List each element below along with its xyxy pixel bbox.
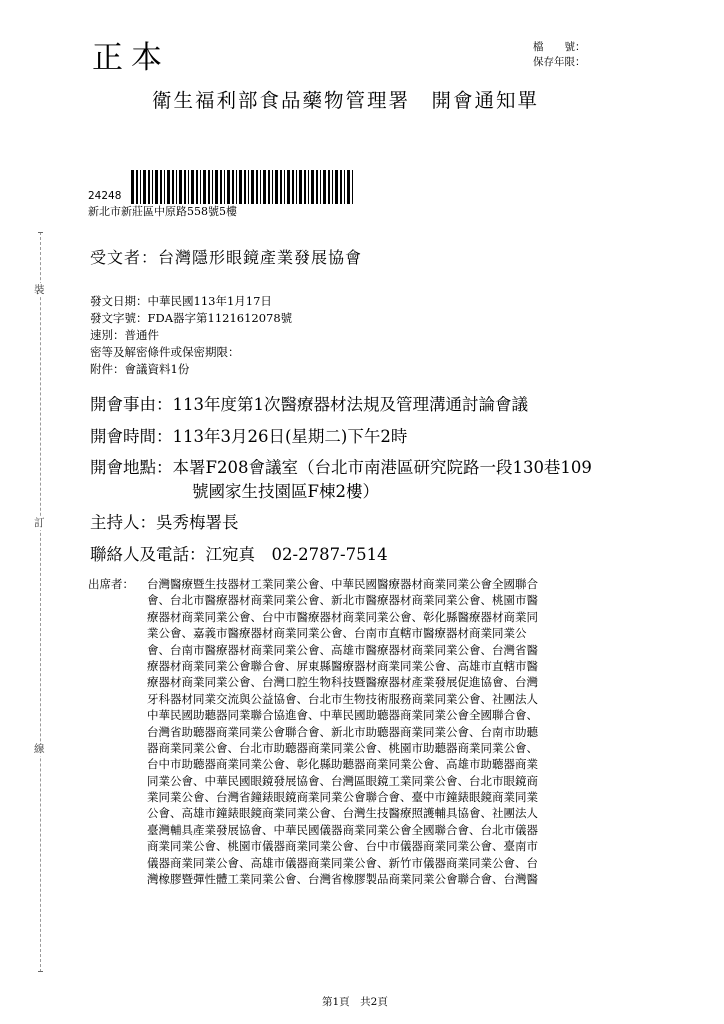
issue-number: 發文字號：FDA器字第1121612078號 xyxy=(90,311,293,325)
binding-tick-top xyxy=(38,232,43,233)
attendee-line: 中華民國助聽器同業聯合協進會、中華民國助聽器商業同業公會全國聯合會、 xyxy=(147,708,538,723)
meeting-time: 開會時間：113年3月26日(星期二)下午2時 xyxy=(90,427,408,446)
meeting-chair: 主持人：吳秀梅署長 xyxy=(90,513,239,532)
mailing-address: 新北市新莊區中原路558號5樓 xyxy=(88,205,237,218)
original-copy-stamp: 正本 xyxy=(92,40,170,76)
meeting-subject: 開會事由：113年度第1次醫療器材法規及管理溝通討論會議 xyxy=(90,395,528,414)
attendee-line: 會、台北市醫療器材商業同業公會、新北市醫療器材商業同業公會、桃園市醫 xyxy=(147,593,538,608)
binding-mark-bind: 裝 xyxy=(34,284,45,296)
attendee-line: 台灣醫療暨生技器材工業同業公會、中華民國醫療器材商業同業公會全國聯合 xyxy=(147,577,538,591)
attendee-line: 商業同業公會、桃園市儀器商業同業公會、台中市儀器商業同業公會、臺南市 xyxy=(147,839,538,854)
attendee-line: 療器材商業同業公會聯合會、屏東縣醫療器材商業同業公會、高雄市直轄市醫 xyxy=(147,658,538,673)
attendees-label: 出席者： xyxy=(88,577,134,591)
attendee-line: 器商業同業公會、台北市助聽器商業同業公會、桃園市助聽器商業同業公會、 xyxy=(147,740,538,755)
attendee-line: 公會、高雄市鐘錶眼鏡商業同業公會、台灣生技醫療照護輔具協會、社團法人 xyxy=(147,806,538,821)
archive-number-label: 檔 號： xyxy=(533,41,586,53)
security-classification: 密等及解密條件或保密期限： xyxy=(90,345,240,359)
attendee-line: 業同業公會、台灣省鐘錶眼鏡商業同業公會聯合會、臺中市鐘錶眼鏡商業同業 xyxy=(147,790,538,805)
binding-mark-staple: 訂 xyxy=(34,517,45,529)
attendee-line: 台灣省助聽器商業同業公會聯合會、新北市助聽器商業同業公會、台南市助聽 xyxy=(147,724,538,739)
issue-date: 發文日期：中華民國113年1月17日 xyxy=(90,294,272,308)
binding-line xyxy=(40,232,43,972)
attendees-list xyxy=(147,576,643,887)
attendee-line: 業公會、嘉義市醫療器材商業同業公會、台南市直轄市醫療器材商業同業公 xyxy=(147,626,527,641)
postal-code: 24248 xyxy=(88,190,122,202)
document-title: 衛生福利部食品藥物管理署 開會通知單 xyxy=(152,89,540,112)
attendee-line: 療器材商業同業公會、台中市醫療器材商業同業公會、彰化縣醫療器材商業同 xyxy=(147,609,538,624)
attachment-note: 附件：會議資料1份 xyxy=(90,362,190,376)
attendee-line: 會、台南市醫療器材商業同業公會、高雄市醫療器材商業同業公會、台灣省醫 xyxy=(147,642,538,657)
attendee-line: 臺灣輔具產業發展協會、中華民國儀器商業同業公會全國聯合會、台北市儀器 xyxy=(147,822,538,837)
attendee-line: 台中市助聽器商業同業公會、彰化縣助聽器商業同業公會、高雄市助聽器商業 xyxy=(147,757,538,772)
recipient-line: 受文者：台灣隱形眼鏡產業發展協會 xyxy=(90,248,363,267)
contact-person: 聯絡人及電話：江宛真 02-2787-7514 xyxy=(90,545,388,564)
binding-tick-bottom xyxy=(38,971,43,972)
page-number: 第1頁 共2頁 xyxy=(322,996,388,1008)
delivery-speed: 速別：普通件 xyxy=(90,328,159,342)
attendee-line: 灣橡膠暨彈性體工業同業公會、台灣省橡膠製品商業同業公會聯合會、台灣醫 xyxy=(147,872,538,887)
meeting-location: 開會地點：本署F208會議室（台北市南港區研究院路一段130巷109 xyxy=(90,458,592,477)
barcode-image xyxy=(131,170,353,204)
binding-mark-line: 線 xyxy=(34,743,45,755)
attendee-line: 儀器商業同業公會、高雄市儀器商業同業公會、新竹市儀器商業同業公會、台 xyxy=(147,855,538,870)
attendee-line: 療器材商業同業公會、台灣口腔生物科技暨醫療器材產業發展促進協會、台灣 xyxy=(147,675,538,690)
meeting-location-continued: 號國家生技園區F棟2樓） xyxy=(192,482,379,501)
retention-period-label: 保存年限： xyxy=(533,56,586,68)
attendee-line: 牙科器材同業交流與公益協會、台北市生物技術服務商業同業公會、社團法人 xyxy=(147,691,538,706)
attendee-line: 同業公會、中華民國眼鏡發展協會、台灣區眼鏡工業同業公會、台北市眼鏡商 xyxy=(147,773,538,788)
